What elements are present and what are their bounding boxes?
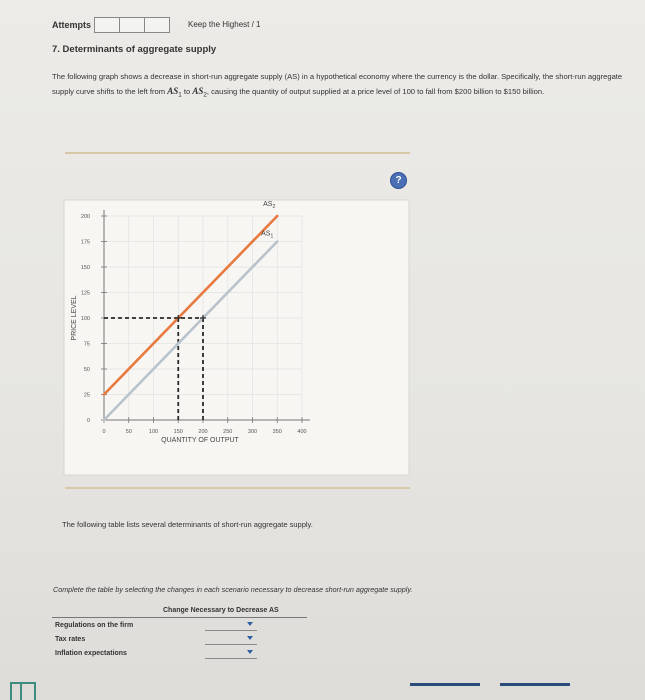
graph-bottom-rule — [65, 487, 410, 489]
x-tick-label: 250 — [223, 429, 233, 435]
series-label-as2: $AS_2$ — [263, 201, 276, 210]
intro-as1-sub: 1 — [178, 91, 182, 99]
x-tick-label: 0 — [102, 429, 106, 435]
x-tick-label: 150 — [173, 429, 183, 435]
y-tick-label: 50 — [83, 367, 90, 373]
intro-text-1: The following graph shows a decrease in short-run aggregate supply (AS) in a hypothetical economy where the currency is the dollar. Specifically, the short-run aggregate supply curve shifts to the left from — [52, 72, 623, 96]
row-label-tax-rates: Tax rates — [55, 636, 86, 643]
keep-highest-label: Keep the Highest / 1 — [188, 20, 261, 29]
intro-text-3: , causing the quantity of output supplied at a price level of 100 to fall from $200 billion to $150 billion. — [206, 87, 545, 96]
y-tick-label: 25 — [83, 392, 90, 399]
x-tick-label: 350 — [272, 429, 282, 435]
y-tick-label: 175 — [80, 239, 90, 246]
y-tick-label: 125 — [80, 290, 90, 297]
table-instructions: Complete the table by selecting the changes in each scenario necessary to decrease short-run aggregate supply. — [53, 585, 413, 594]
x-tick-label: 100 — [148, 429, 159, 435]
y-tick-label: 75 — [83, 341, 90, 348]
y-tick-label: 150 — [80, 265, 90, 271]
dropdown-inflation-expectations[interactable] — [205, 648, 257, 659]
bottom-bar-1 — [410, 683, 480, 686]
header-rule — [52, 617, 307, 618]
series-label-as1: $AS_1$ — [261, 230, 274, 240]
column-header: Change Necessary to Decrease AS — [163, 607, 279, 614]
x-tick-label: 50 — [125, 429, 132, 435]
intro-as1: AS — [167, 86, 179, 96]
y-tick-label: 200 — [80, 214, 90, 220]
chart-layer — [64, 200, 409, 475]
row-label-regulations: Regulations on the firm — [55, 622, 134, 629]
y-axis-title: PRICE LEVEL — [71, 295, 78, 341]
intro-as2: AS — [192, 86, 204, 96]
x-axis-title: QUANTITY OF OUTPUT — [161, 437, 239, 444]
chevron-down-icon — [247, 650, 253, 654]
x-tick-label: 400 — [297, 429, 307, 435]
window-icon — [10, 682, 36, 700]
dropdown-tax-rates[interactable] — [205, 634, 257, 645]
table-intro: The following table lists several determinants of short-run aggregate supply. — [62, 520, 313, 529]
row-label-inflation-expectations: Inflation expectations — [55, 650, 127, 657]
bottom-bar-2 — [500, 683, 570, 686]
chevron-down-icon — [247, 636, 253, 640]
chevron-down-icon — [247, 622, 253, 626]
y-tick-label: 0 — [86, 418, 90, 424]
dropdown-regulations[interactable] — [205, 620, 257, 631]
y-tick-label: 100 — [80, 316, 90, 322]
intro-as2-sub: 2 — [203, 91, 207, 99]
intro-text-2: to — [181, 87, 193, 96]
question-title: 7. Determinants of aggregate supply — [52, 44, 217, 55]
help-icon[interactable]: ? — [390, 172, 407, 189]
attempts-label: Attempts — [52, 20, 92, 30]
x-tick-label: 300 — [247, 429, 258, 435]
x-tick-label: 200 — [198, 429, 208, 435]
